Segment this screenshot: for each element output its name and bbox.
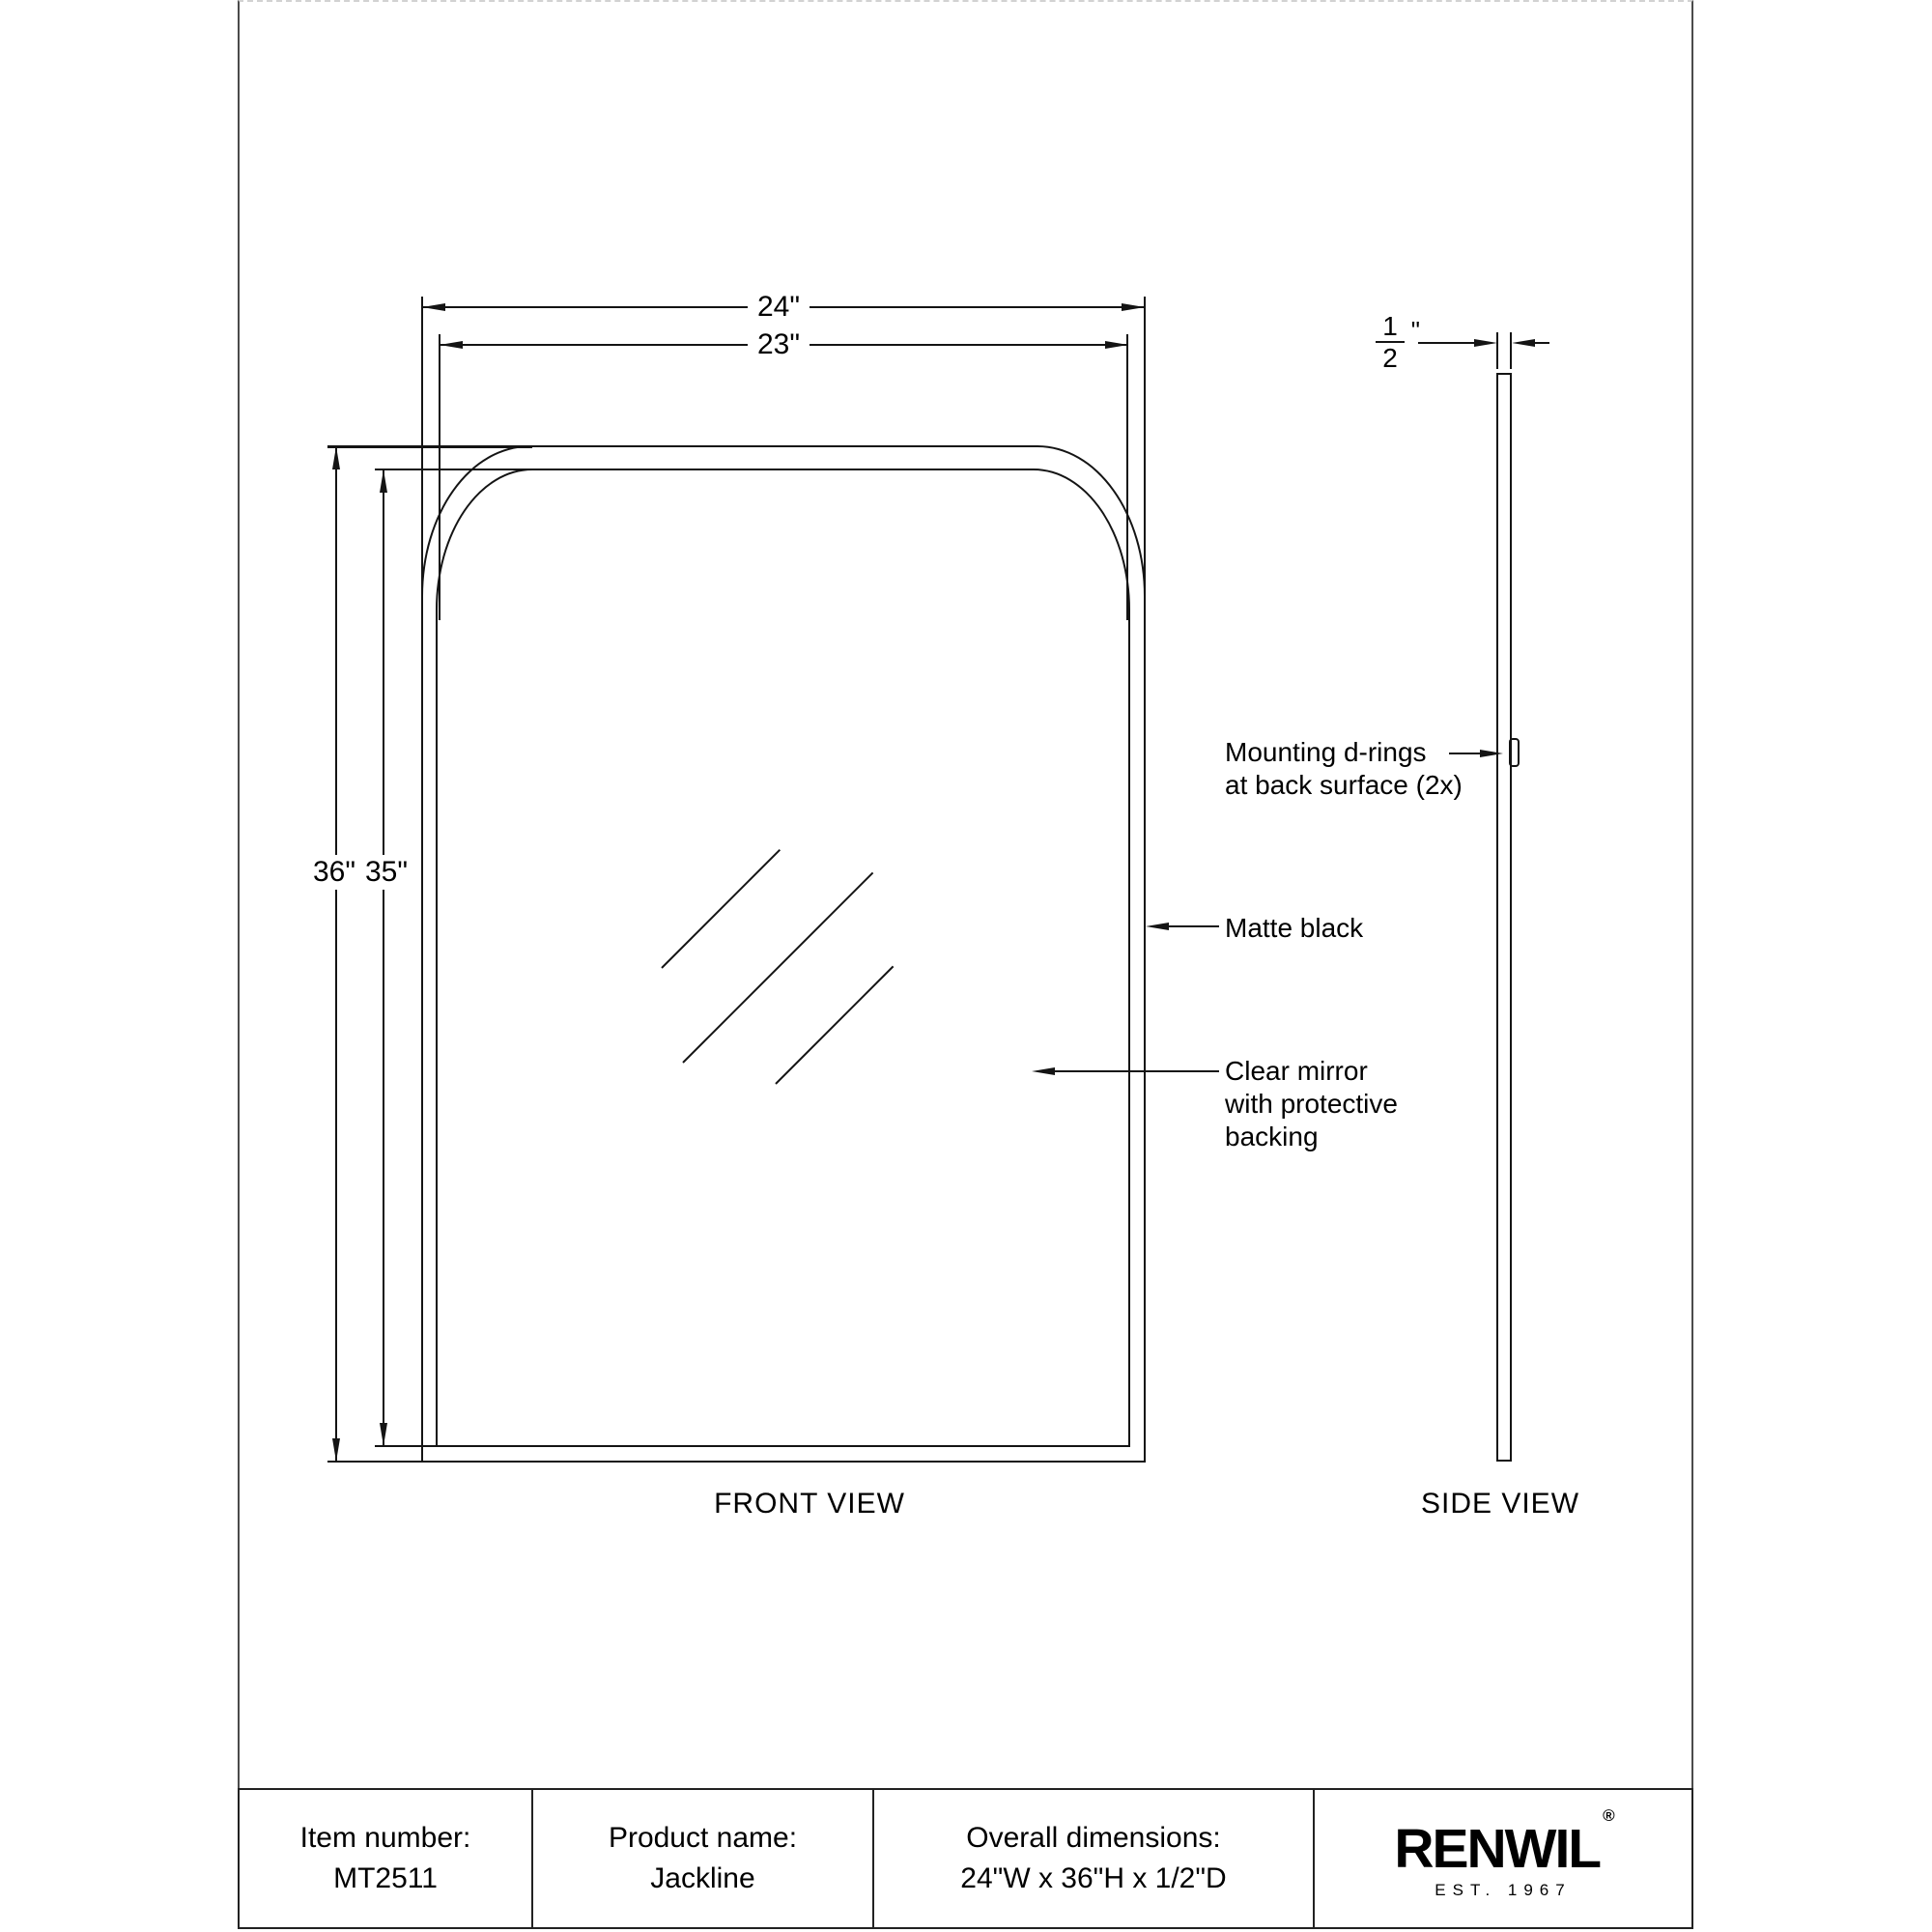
product-name-value: Jackline [650, 1862, 755, 1894]
front-view-label: FRONT VIEW [714, 1488, 905, 1520]
dim-label-half-inch [1376, 311, 1420, 373]
arrowhead-left [1146, 923, 1169, 930]
extension-line-35-bottom [375, 1445, 529, 1447]
item-number-value: MT2511 [333, 1862, 438, 1894]
annotation-line: Mounting d-rings [1225, 737, 1427, 767]
arrowhead-right [1105, 341, 1128, 349]
item-number-label: Item number: [299, 1822, 471, 1854]
extension-line-36-bottom [327, 1461, 482, 1463]
leader-line-clear [1053, 1070, 1219, 1072]
extension-line-35-top [375, 469, 544, 470]
arrowhead-left [1512, 339, 1535, 347]
dim-line-36 [335, 446, 337, 1462]
dim-label-36: 36" [312, 856, 356, 888]
extension-line-23-left [439, 334, 440, 620]
annotation-matte-black: Matte black [1225, 913, 1364, 943]
brand-logo [1394, 1806, 1615, 1880]
extension-line-24-right [1144, 297, 1146, 598]
brand-name: RENWIL [1394, 1818, 1601, 1880]
title-block-dimensions-cell [872, 1790, 1313, 1927]
leader-line-matte [1167, 925, 1219, 927]
dim-label-23: 23" [748, 327, 810, 362]
arrowhead-left [440, 341, 463, 349]
dim-label-24: 24" [748, 290, 810, 325]
side-view-label: SIDE VIEW [1420, 1488, 1580, 1520]
title-block [238, 1788, 1693, 1929]
inch-mark: " [1410, 316, 1420, 345]
arrowhead-right [1474, 339, 1497, 347]
annotation-line: with protective [1225, 1089, 1398, 1119]
side-view-outline [1496, 373, 1512, 1462]
overall-dimensions-value: 24"W x 36"H x 1/2"D [960, 1862, 1227, 1894]
title-block-product-cell [531, 1790, 872, 1927]
arrowhead-right [1480, 750, 1503, 757]
annotation-mounting-drings [1225, 736, 1463, 802]
title-block-item-cell [240, 1790, 531, 1927]
fraction-denominator: 2 [1376, 341, 1405, 373]
registered-trademark-icon: ® [1603, 1806, 1615, 1825]
arrowhead-left [422, 303, 445, 311]
annotation-line: backing [1225, 1122, 1319, 1151]
mirror-inner-outline [436, 469, 1130, 1447]
arrowhead-up [332, 446, 340, 469]
fraction-numerator: 1 [1382, 311, 1398, 341]
dim-label-35: 35" [364, 856, 409, 888]
dim-line-depth-left [1418, 342, 1476, 344]
dim-line-35 [383, 469, 384, 1446]
brand-established: EST. 1967 [1435, 1881, 1572, 1899]
extension-line-23-right [1126, 334, 1128, 620]
arrowhead-down [332, 1438, 340, 1462]
mounting-d-ring [1509, 738, 1520, 767]
product-name-label: Product name: [608, 1822, 798, 1854]
overall-dimensions-label: Overall dimensions: [966, 1822, 1221, 1854]
arrowhead-down [380, 1423, 387, 1446]
annotation-clear-mirror [1225, 1055, 1398, 1153]
arrowhead-up [380, 469, 387, 493]
arrowhead-right [1122, 303, 1145, 311]
annotation-line: Clear mirror [1225, 1056, 1368, 1086]
extension-line-36-top [327, 445, 532, 448]
annotation-line: at back surface (2x) [1225, 770, 1463, 800]
arrowhead-left [1032, 1067, 1055, 1075]
title-block-brand-cell [1313, 1790, 1691, 1927]
